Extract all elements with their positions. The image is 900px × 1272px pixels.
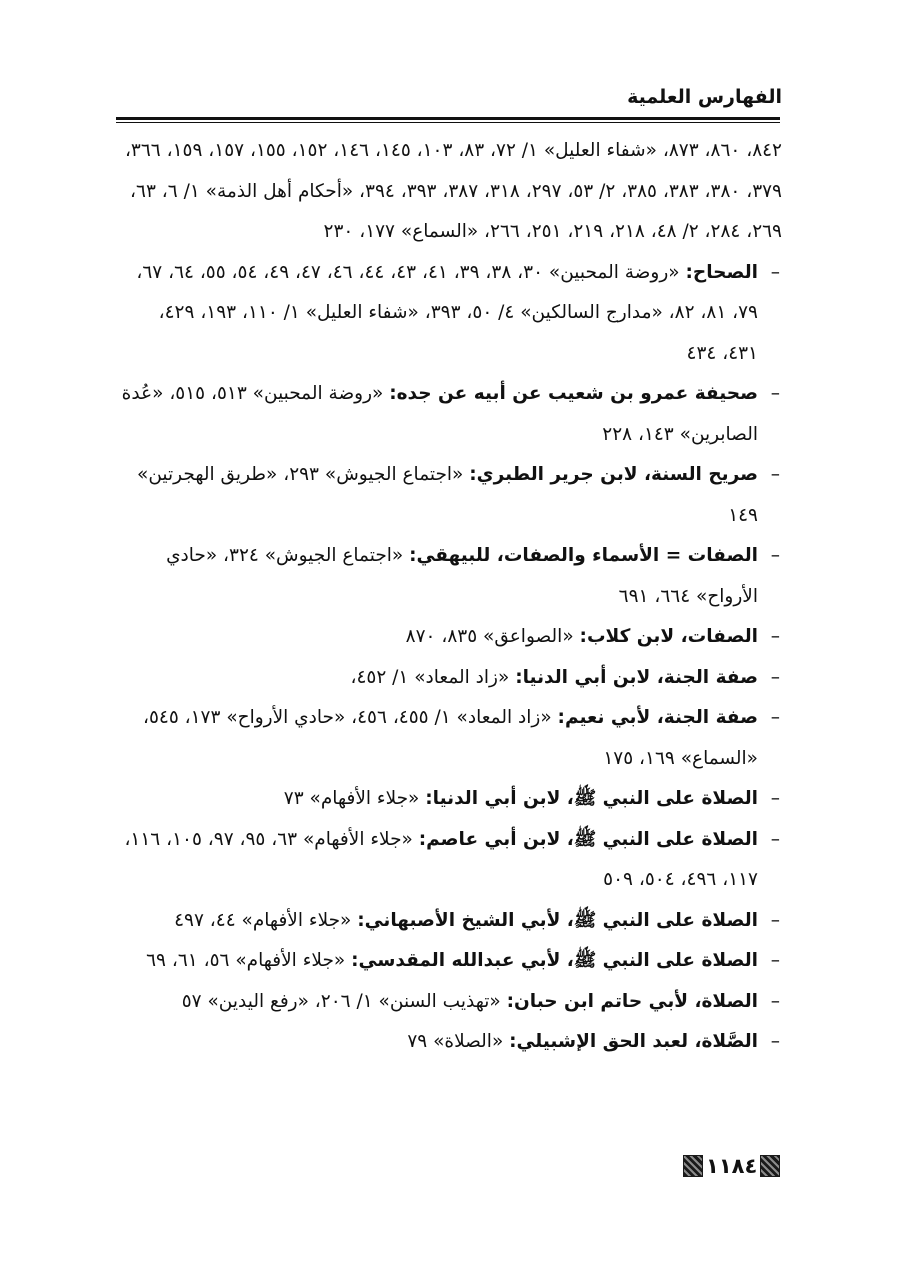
index-entry [118, 455, 782, 536]
ornament-right-icon [760, 1155, 780, 1177]
entry-dash: – [770, 545, 780, 566]
entry-references: «جلاء الأفهام» ٤٤، ٤٩٧ [174, 909, 352, 931]
entry-title: الصَّلاة، لعبد الحق الإشبيلي: [509, 1031, 758, 1052]
header-rule-thick [116, 117, 780, 120]
index-entry [118, 901, 782, 942]
entry-references: «زاد المعاد» ١/ ٤٥٥، ٤٥٦، «حادي الأرواح» ١٧٣، ٥٤٥، «السماع» ١٦٩، ١٧٥ [142, 707, 758, 769]
entry-references: «روضة المحبين» ٥١٣، ٥١٥، «عُدة الصابرين» ١٤٣، ٢٢٨ [121, 383, 758, 445]
entry-title: الصفات = الأسماء والصفات، للبيهقي: [409, 545, 758, 566]
index-entry [118, 820, 782, 901]
index-entry-continuation [118, 131, 782, 253]
entry-title: الصفات، لابن كلاب: [579, 626, 758, 647]
entry-references: «روضة المحبين» ٣٠، ٣٨، ٣٩، ٤١، ٤٣، ٤٤، ٤٦، ٤٧، ٤٩، ٥٤، ٥٥، ٦٤، ٦٧، ٧٩، ٨١، ٨٢، «مدارج السالكين» ٤/ ٥٠، ٣٩٣، «شفاء العليل» ١/ ١١٠، ١٩٣، ٤٢٩، ٤٣١، ٤٣٤ [136, 261, 758, 364]
entry-references: «زاد المعاد» ١/ ٤٥٢، [350, 666, 510, 688]
entry-title: الصحاح: [685, 261, 758, 283]
entry-title: صفة الجنة، لابن أبي الدنيا: [515, 666, 758, 688]
entry-references: ٨٤٢، ٨٦٠، ٨٧٣، «شفاء العليل» ١/ ٧٢، ٨٣، ١٠٣، ١٤٥، ١٤٦، ١٥٢، ١٥٥، ١٥٧، ١٥٩، ٣٦٦، ٣٧٩، ٣٨٠، ٣٨٣، ٣٨٥، ٢/ ٥٣، ٢٩٧، ٣١٨، ٣٨٧، ٣٩٣، ٣٩٤، «أحكام أهل الذمة» ١/ ٦، ٦٣، ٢٦٩، ٢٨٤، ٢/ ٤٨، ٢١٨، ٢١٩، ٢٥١، ٢٦٦، «السماع» ١٧٧، ٢٣٠ [124, 140, 782, 242]
index-entries [118, 131, 782, 1063]
entry-title: الصلاة على النبي ﷺ، لابن أبي الدنيا: [425, 788, 758, 809]
entry-references: «الصلاة» ٧٩ [407, 1031, 504, 1052]
index-entry [118, 779, 782, 820]
entry-title: الصلاة على النبي ﷺ، لأبي الشيخ الأصبهاني: [357, 909, 758, 931]
entry-dash: – [770, 261, 780, 283]
entry-dash: – [770, 1031, 780, 1052]
entry-dash: – [770, 909, 780, 931]
index-entry [118, 617, 782, 658]
entry-references: «الصواعق» ٨٣٥، ٨٧٠ [405, 626, 574, 647]
index-entry [118, 536, 782, 617]
ornament-left-icon [683, 1155, 703, 1177]
entry-dash: – [770, 828, 780, 850]
entry-dash: – [770, 990, 780, 1012]
index-entry [118, 253, 782, 375]
page-number-text: ١١٨٤ [706, 1154, 758, 1178]
entry-title: الصلاة على النبي ﷺ، لابن أبي عاصم: [418, 828, 758, 850]
entry-dash: – [770, 383, 780, 404]
entry-title: الصلاة على النبي ﷺ، لأبي عبدالله المقدسي: [351, 950, 758, 971]
index-entry [118, 698, 782, 779]
entry-references: «اجتماع الجيوش» ٢٩٣، «طريق الهجرتين» ١٤٩ [137, 464, 758, 526]
entry-dash: – [770, 626, 780, 647]
entry-references: «جلاء الأفهام» ٧٣ [283, 788, 420, 809]
entry-references: «جلاء الأفهام» ٥٦، ٦١، ٦٩ [146, 950, 346, 971]
entry-dash: – [770, 788, 780, 809]
entry-dash: – [770, 464, 780, 485]
header-rule-thin [116, 122, 780, 123]
entry-dash: – [770, 666, 780, 688]
entry-title: صحيفة عمرو بن شعيب عن أبيه عن جده: [389, 383, 758, 404]
entry-dash: – [770, 950, 780, 971]
entry-references: «تهذيب السنن» ١/ ٢٠٦، «رفع اليدين» ٥٧ [181, 990, 501, 1012]
running-header-title: الفهارس العلمية [627, 86, 782, 108]
index-entry [118, 1022, 782, 1063]
index-entry [118, 982, 782, 1023]
index-entry [118, 658, 782, 699]
index-entry [118, 941, 782, 982]
entry-dash: – [770, 707, 780, 728]
entry-title: صريح السنة، لابن جرير الطبري: [469, 464, 758, 485]
entry-references: «جلاء الأفهام» ٦٣، ٩٥، ٩٧، ١٠٥، ١١٦، ١١٧، ٤٩٦، ٥٠٤، ٥٠٩ [124, 828, 758, 890]
entry-references: «اجتماع الجيوش» ٣٢٤، «حادي الأرواح» ٦٦٤، ٦٩١ [166, 545, 758, 607]
page-number [683, 1151, 780, 1181]
entry-title: صفة الجنة، لأبي نعيم: [557, 707, 758, 728]
index-entry [118, 374, 782, 455]
entry-title: الصلاة، لأبي حاتم ابن حبان: [506, 990, 758, 1012]
